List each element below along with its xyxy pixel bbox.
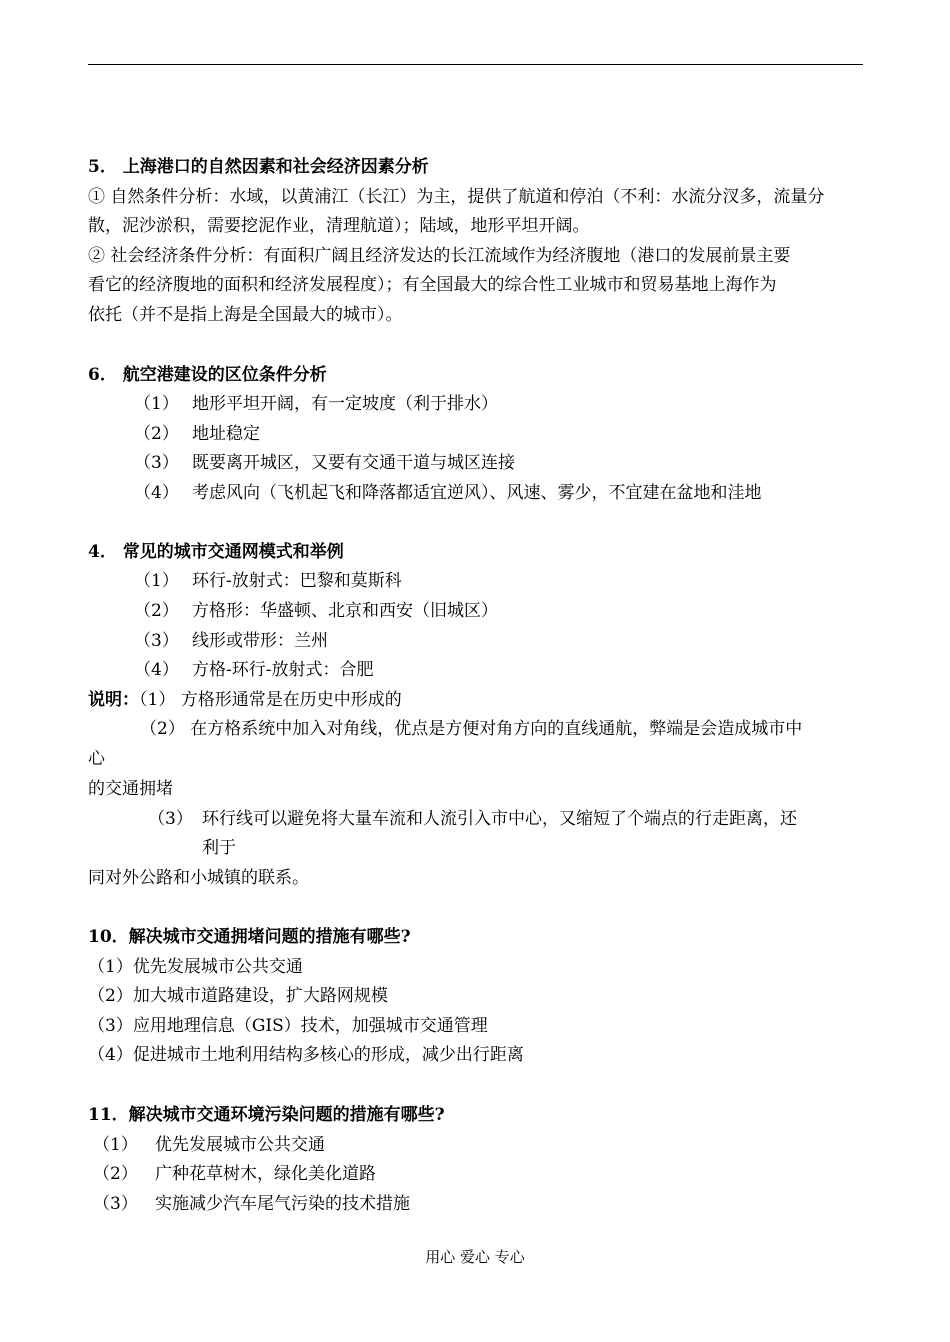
list-item-number: （1）: [134, 394, 179, 414]
list-item-number: （2）: [134, 424, 179, 444]
list-item-text: 线形或带形：兰州: [192, 631, 328, 651]
list-item: （1）优先发展城市公共交通: [88, 957, 303, 977]
list-item: [134, 423, 260, 445]
note-line: （2） 在方格系统中加入对角线，优点是方便对角方向的直线通航，弊端是会造成城市中: [140, 719, 803, 739]
list-item-text: 广种花草树木，绿化美化道路: [155, 1164, 376, 1184]
paragraph-line: 散，泥沙淤积，需要挖泥作业，清理航道）；陆域，地形平坦开阔。: [88, 216, 590, 236]
section-6-heading: 6． 航空港建设的区位条件分析: [88, 365, 327, 385]
note-label: 说明：: [88, 690, 139, 710]
list-item-text: 地形平坦开阔，有一定坡度（利于排水）: [192, 394, 498, 414]
note-text: 环行线可以避免将大量车流和人流引入市中心，又缩短了个端点的行走距离，还: [202, 809, 797, 829]
list-item: [134, 570, 402, 592]
note-line: [88, 689, 402, 711]
note-line: 的交通拥堵: [88, 779, 173, 799]
section-10-heading: 10．解决城市交通拥堵问题的措施有哪些?: [88, 927, 411, 947]
paragraph-line: 依托（并不是指上海是全国最大的城市）。: [88, 305, 403, 325]
note-line: 心: [88, 749, 105, 769]
list-item: [93, 1193, 410, 1215]
section-4-heading: 4． 常见的城市交通网模式和举例: [88, 542, 344, 562]
section-5-heading: 5． 上海港口的自然因素和社会经济因素分析: [88, 157, 429, 177]
list-item-number: （2）: [134, 601, 179, 621]
list-item-number: （1）: [134, 571, 179, 591]
list-item-text: 地址稳定: [192, 424, 260, 444]
note-line: 利于: [202, 838, 236, 858]
list-item-text: 既要离开城区，又要有交通干道与城区连接: [192, 453, 515, 473]
list-item-text: 考虑风向（飞机起飞和降落都适宜逆风）、风速、雾少，不宜建在盆地和洼地: [192, 483, 762, 503]
list-item-number: （1）: [93, 1135, 138, 1155]
page-footer: 用心 爱心 专心: [425, 1248, 525, 1266]
list-item: [134, 630, 328, 652]
note-line: [148, 808, 797, 830]
paragraph-line: ① 自然条件分析：水域，以黄浦江（长江）为主，提供了航道和停泊（不利：水流分汊多，流量分: [88, 187, 825, 207]
list-item: （2）加大城市道路建设，扩大路网规模: [88, 986, 388, 1006]
list-item-text: 方格形：华盛顿、北京和西安（旧城区）: [192, 601, 498, 621]
list-item: [93, 1134, 325, 1156]
list-item: （4）促进城市土地利用结构多核心的形成，减少出行距离: [88, 1045, 524, 1065]
list-item-number: （3）: [93, 1194, 138, 1214]
list-item: [134, 482, 762, 504]
list-item-number: （3）: [134, 453, 179, 473]
list-item-number: （3）: [134, 631, 179, 651]
list-item-number: （4）: [134, 660, 179, 680]
list-item: [134, 659, 374, 681]
list-item-text: 实施减少汽车尾气污染的技术措施: [155, 1194, 410, 1214]
paragraph-line: 看它的经济腹地的面积和经济发展程度）；有全国最大的综合性工业城市和贸易基地上海作为: [88, 275, 777, 295]
list-item-number: （2）: [93, 1164, 138, 1184]
list-item-number: （4）: [134, 483, 179, 503]
note-number: （3）: [148, 809, 193, 829]
list-item: [134, 393, 498, 415]
list-item: [93, 1163, 376, 1185]
section-11-heading: 11．解决城市交通环境污染问题的措施有哪些?: [88, 1105, 445, 1125]
paragraph-line: ② 社会经济条件分析：有面积广阔且经济发达的长江流域作为经济腹地（港口的发展前景主要: [88, 246, 791, 266]
note-line: 同对外公路和小城镇的联系。: [88, 868, 309, 888]
list-item: （3）应用地理信息（GIS）技术，加强城市交通管理: [88, 1016, 488, 1036]
list-item: [134, 600, 498, 622]
list-item-text: 环行-放射式：巴黎和莫斯科: [192, 571, 402, 591]
header-rule: [88, 64, 863, 65]
note-text: （1） 方格形通常是在历史中形成的: [139, 690, 402, 710]
list-item: [134, 452, 515, 474]
list-item-text: 优先发展城市公共交通: [155, 1135, 325, 1155]
list-item-text: 方格-环行-放射式：合肥: [192, 660, 374, 680]
